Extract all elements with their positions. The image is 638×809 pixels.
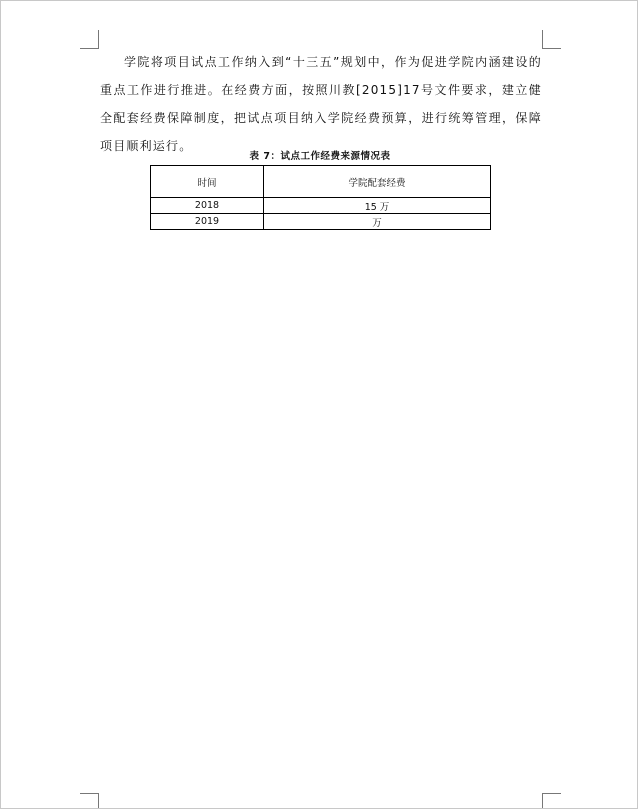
- table-header-cell: 时间: [151, 166, 264, 198]
- table-caption: 表 7：试点工作经费来源情况表: [249, 151, 391, 162]
- funding-table: [150, 165, 491, 230]
- body-paragraph: 学院将项目试点工作纳入到“十三五”规划中，作为促进学院内涵建设的重点工作进行推进。在经费方面，按照川教[2015]17号文件要求，建立健全配套经费保障制度，把试点项目纳入学院经费预算，进行统筹管理，保障项目顺利运行。: [100, 55, 542, 153]
- table-cell: 2019: [151, 214, 264, 230]
- table-cell: 万: [264, 214, 491, 230]
- table-header-row: [151, 166, 491, 198]
- crop-mark-bottom-left: [80, 793, 99, 808]
- crop-mark-top-left: [80, 30, 99, 49]
- table-cell: 15 万: [264, 198, 491, 214]
- crop-mark-top-right: [542, 30, 561, 49]
- table-row: [151, 198, 491, 214]
- crop-mark-bottom-right: [542, 793, 561, 808]
- table-header-cell: 学院配套经费: [264, 166, 491, 198]
- table-cell: 2018: [151, 198, 264, 214]
- table-row: [151, 214, 491, 230]
